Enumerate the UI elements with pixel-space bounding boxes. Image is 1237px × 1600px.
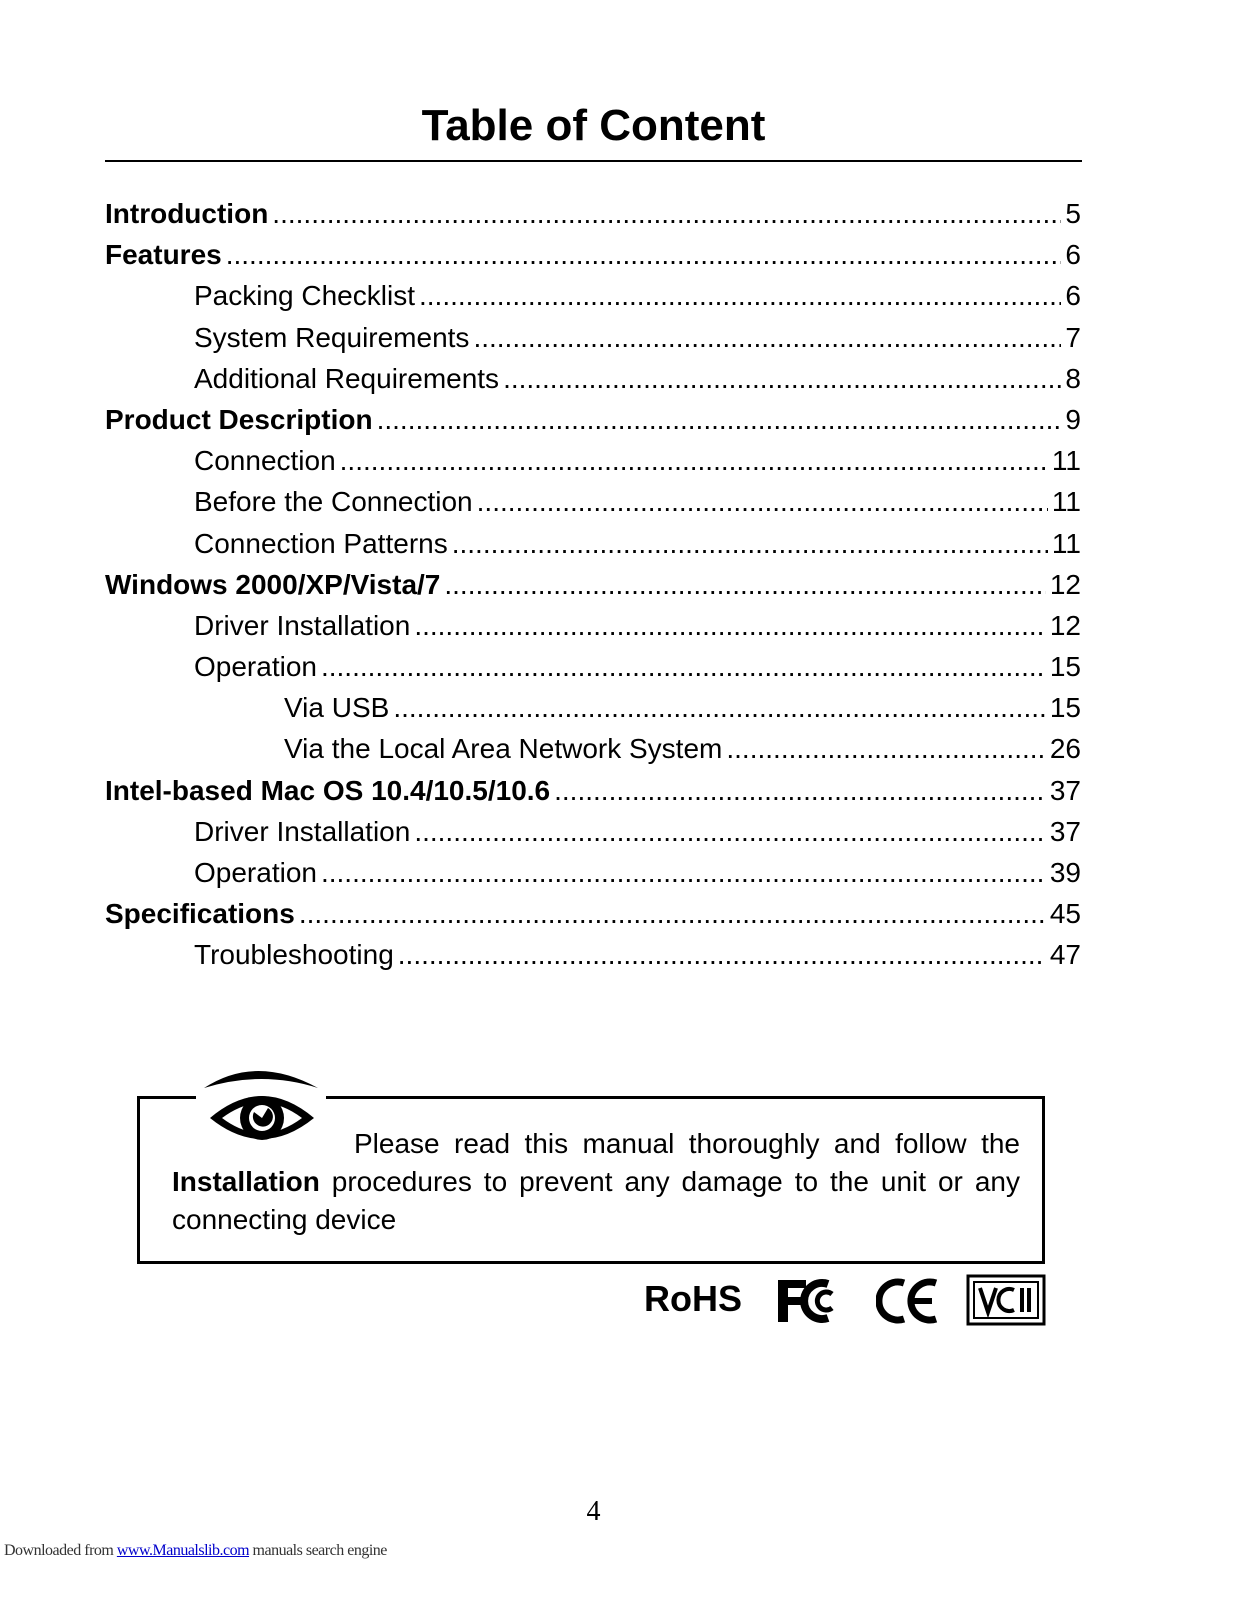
toc-row[interactable] [105, 811, 1081, 852]
toc-label: Windows 2000/XP/Vista/7 [105, 568, 441, 600]
toc-leader-dots [726, 728, 1045, 769]
toc-leader-dots [340, 440, 1048, 481]
toc-row[interactable] [105, 399, 1081, 440]
toc-row[interactable] [105, 523, 1081, 564]
toc-leader-dots [226, 234, 1062, 275]
toc-row[interactable] [105, 317, 1081, 358]
toc-leader-dots [321, 646, 1046, 687]
toc-row[interactable] [105, 193, 1081, 234]
toc-leader-dots [419, 275, 1061, 316]
toc-page-number: 15 [1049, 692, 1081, 724]
toc-page-number: 11 [1051, 486, 1081, 518]
toc-row[interactable] [105, 275, 1081, 316]
toc-label: Specifications [105, 898, 295, 930]
toc-row[interactable] [105, 687, 1081, 728]
footer-suffix: manuals search engine [249, 1542, 387, 1559]
toc-leader-dots [414, 605, 1046, 646]
toc-page-number: 5 [1065, 198, 1081, 229]
toc-leader-dots [377, 399, 1062, 440]
toc-leader-dots [393, 687, 1046, 728]
toc-row[interactable] [105, 605, 1081, 646]
toc-page-number: 45 [1049, 898, 1081, 930]
fc-mark [776, 1278, 848, 1324]
rohs-mark: RoHS [644, 1278, 742, 1319]
toc-label: Features [105, 239, 222, 271]
toc-row[interactable] [105, 646, 1081, 687]
toc-label: Additional Requirements [194, 362, 500, 394]
toc-leader-dots [444, 564, 1045, 605]
toc-leader-dots [554, 770, 1046, 811]
toc-page-number: 11 [1051, 527, 1081, 559]
toc-page-number: 6 [1065, 239, 1081, 271]
toc-page-number: 9 [1065, 403, 1081, 435]
toc-leader-dots [398, 934, 1046, 975]
toc-leader-dots [414, 811, 1046, 852]
toc-leader-dots [452, 523, 1048, 564]
toc-label: Introduction [105, 198, 269, 229]
ce-mark [876, 1277, 940, 1325]
toc-leader-dots [272, 193, 1061, 234]
toc-row[interactable] [105, 852, 1081, 893]
toc-label: Via the Local Area Network System [284, 733, 723, 765]
toc-label: System Requirements [194, 321, 470, 353]
toc-label: Driver Installation [194, 609, 411, 641]
footer-prefix: Downloaded from [4, 1542, 117, 1559]
toc-page-number: 37 [1049, 774, 1081, 806]
toc-label: Driver Installation [194, 815, 411, 847]
toc-label: Via USB [284, 692, 390, 724]
footer-link[interactable]: www.Manualslib.com [116, 1542, 250, 1559]
notice-text [172, 1125, 1020, 1239]
toc-row[interactable] [105, 564, 1081, 605]
toc-page-number: 7 [1065, 321, 1081, 353]
toc-row[interactable] [105, 481, 1081, 522]
title-divider [105, 160, 1082, 162]
toc-page-number: 15 [1049, 651, 1081, 683]
toc-label: Before the Connection [194, 486, 473, 518]
toc-label: Operation [194, 857, 317, 888]
toc-page-number: 47 [1049, 939, 1081, 971]
toc-page-number: 39 [1049, 857, 1081, 888]
toc-row[interactable] [105, 893, 1081, 934]
toc-row[interactable] [105, 440, 1081, 481]
toc-leader-dots [473, 317, 1061, 358]
toc-page-number: 37 [1049, 815, 1081, 847]
toc-page-number: 12 [1049, 568, 1081, 600]
toc-row[interactable] [105, 770, 1081, 811]
toc-leader-dots [321, 852, 1046, 893]
toc-row[interactable] [105, 234, 1081, 275]
notice-text-bold: Installation [172, 1166, 320, 1197]
toc-label: Product Description [105, 403, 373, 435]
toc-label: Operation [194, 651, 317, 683]
toc-leader-dots [477, 481, 1048, 522]
toc-page-number: 11 [1051, 445, 1081, 477]
toc-label: Packing Checklist [194, 280, 415, 312]
table-of-contents [105, 193, 1081, 976]
footer [4, 1542, 387, 1560]
toc-label: Troubleshooting [194, 939, 394, 971]
notice-text-part2: procedures to prevent any damage to the unit or any connecting device [172, 1166, 1020, 1235]
toc-row[interactable] [105, 934, 1081, 975]
vcci-mark [966, 1274, 1046, 1326]
toc-label: Connection [194, 445, 336, 477]
toc-leader-dots [503, 358, 1061, 399]
toc-page-number: 6 [1065, 280, 1081, 312]
toc-page-number: 12 [1049, 609, 1081, 641]
toc-page-number: 26 [1049, 733, 1081, 765]
toc-leader-dots [299, 893, 1046, 934]
toc-label: Intel-based Mac OS 10.4/10.5/10.6 [105, 774, 551, 806]
page-number: 4 [586, 1496, 601, 1527]
toc-page-number: 8 [1065, 362, 1081, 394]
toc-label: Connection Patterns [194, 527, 448, 559]
notice-text-part1: Please read this manual thoroughly and follow the [354, 1128, 1020, 1159]
page-title: Table of Content [421, 101, 766, 150]
toc-row[interactable] [105, 358, 1081, 399]
toc-row[interactable] [105, 728, 1081, 769]
